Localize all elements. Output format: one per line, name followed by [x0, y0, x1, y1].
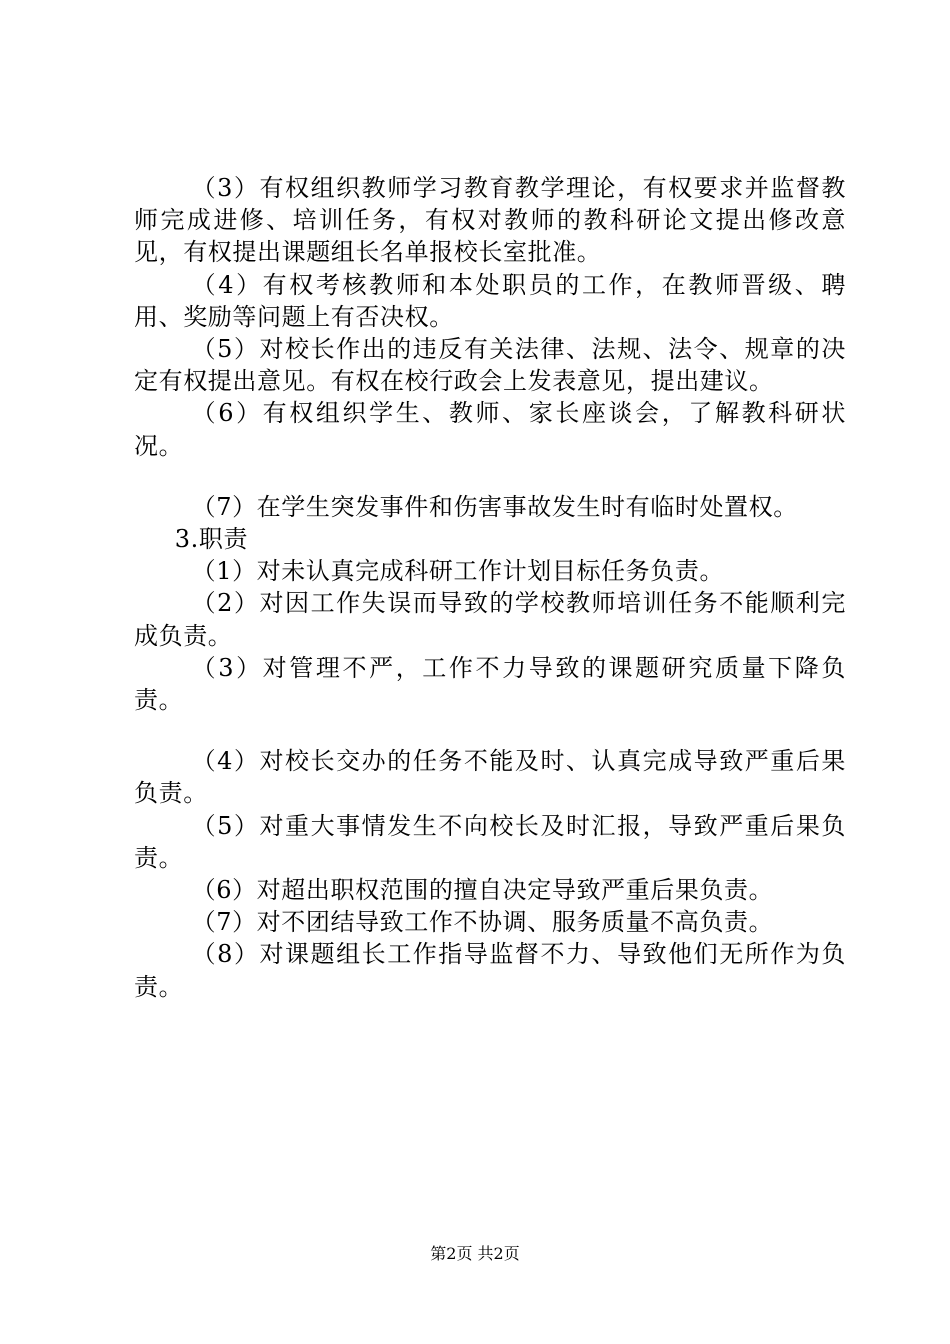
paragraph-right-7: （7）在学生突发事件和伤害事故发生时有临时处置权。: [191, 492, 798, 521]
page-number-label: 第2页 共2页: [430, 1244, 520, 1263]
paragraph-right-6: （6）有权组织学生、教师、家长座谈会，了解教科研状况。: [134, 399, 846, 460]
paragraph-right-3: （3）有权组织教师学习教育教学理论，有权要求并监督教师完成进修、培训任务，有权对教师的教科研论文提出修改意见，有权提出课题组长名单报校长室批准。: [134, 174, 846, 267]
section-heading-duties: 3.职责: [174, 525, 249, 554]
paragraph-duty-2: （2）对因工作失误而导致的学校教师培训任务不能顺利完成负责。: [134, 589, 846, 650]
paragraph-duty-8: （8）对课题组长工作指导监督不力、导致他们无所作为负责。: [134, 940, 846, 1001]
paragraph-duty-7: （7）对不团结导致工作不协调、服务质量不高负责。: [191, 908, 774, 937]
paragraph-duty-3: （3）对管理不严，工作不力导致的课题研究质量下降负责。: [134, 653, 846, 715]
paragraph-duty-6: （6）对超出职权范围的擅自决定导致严重后果负责。: [191, 876, 774, 905]
document-body: [134, 172, 846, 1003]
paragraph-duty-5: （5）对重大事情发生不向校长及时汇报，导致严重后果负责。: [134, 811, 846, 872]
paragraph-right-4: （4）有权考核教师和本处职员的工作，在教师晋级、聘用、奖励等问题上有否决权。: [134, 270, 846, 331]
paragraph-right-5: （5）对校长作出的违反有关法律、法规、法令、规章的决定有权提出意见。有权在校行政会上发表意见，提出建议。: [134, 335, 846, 396]
paragraph-duty-1: （1）对未认真完成科研工作计划目标任务负责。: [191, 557, 725, 586]
paragraph-duty-4: （4）对校长交办的任务不能及时、认真完成导致严重后果负责。: [134, 747, 846, 808]
page-footer: [0, 1244, 950, 1264]
